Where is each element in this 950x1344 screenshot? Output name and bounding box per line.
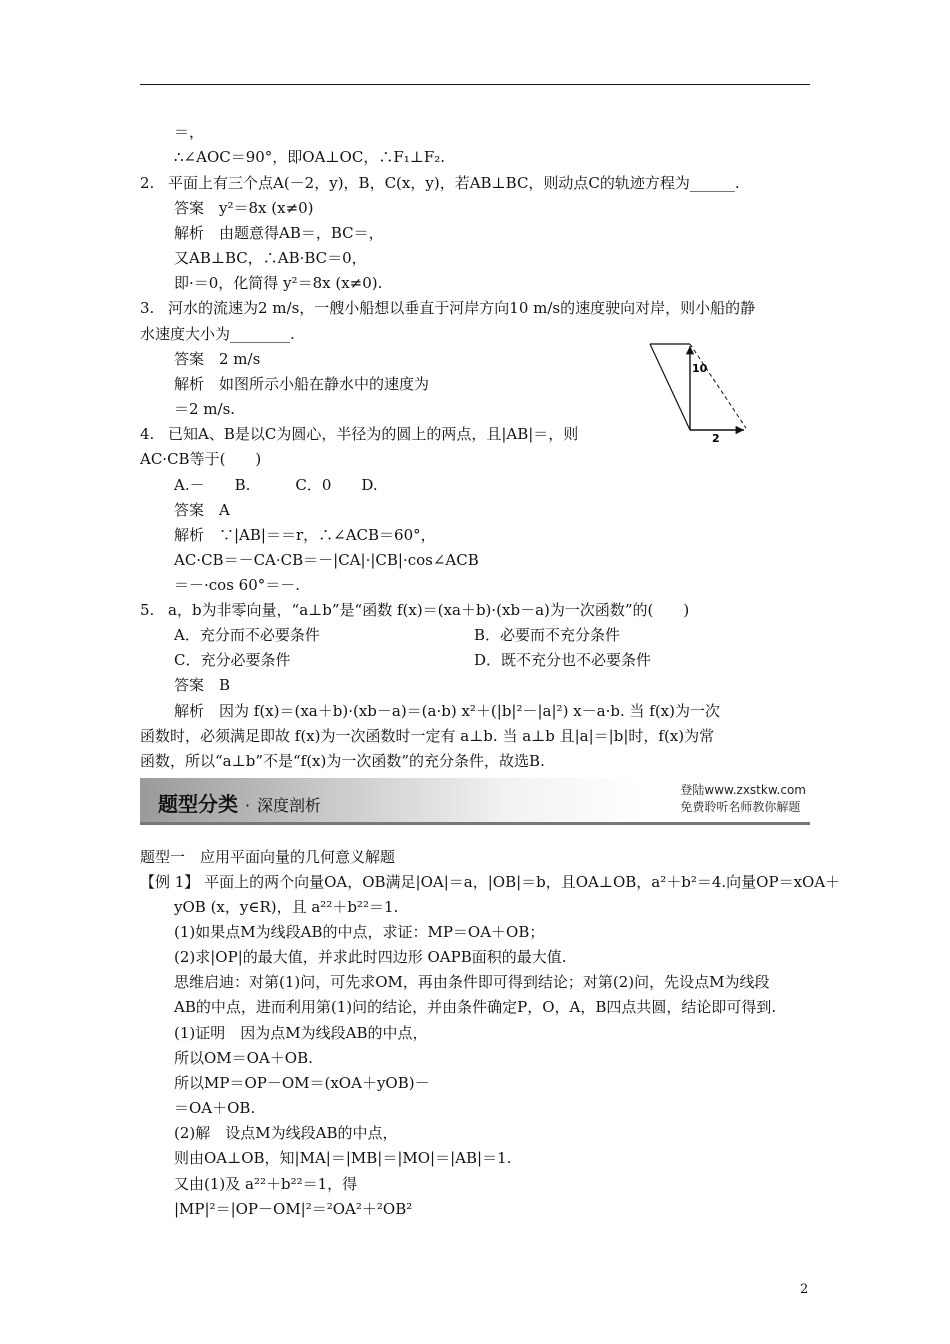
- proof-line: ＝OA＋OB.: [174, 1099, 256, 1117]
- answer-line: 答案 B: [174, 676, 231, 694]
- dashed-diagonal: [690, 344, 746, 428]
- question-5: [140, 598, 689, 622]
- banner-title-main: 题型分类: [158, 792, 238, 816]
- option-c: C．充分必要条件: [174, 651, 291, 669]
- question-number: 5.: [140, 601, 155, 619]
- banner-website-url: 登陆www.zxstkw.com: [680, 783, 806, 797]
- analysis-line: 函数，所以“a⊥b”不是“f(x)为一次函数”的充分条件，故选B.: [140, 752, 545, 770]
- proof-line: 所以MP＝OP－OM＝(xOA＋yOB)－: [174, 1074, 430, 1092]
- hint-line: AB的中点，进而利用第(1)问的结论，并由条件确定P，O，A，B四点共圆，结论即可得到.: [174, 998, 777, 1016]
- banner-subtitle: 深度剖析: [257, 796, 322, 815]
- banner-dot: ·: [244, 796, 251, 815]
- question-4: [140, 422, 578, 446]
- option-b: B．必要而不充分条件: [474, 626, 621, 644]
- proof-line: (2)解 设点M为线段AB的中点，: [174, 1124, 398, 1142]
- answer-line: 答案 A: [174, 501, 230, 519]
- example-text-cont: yOB (x，y∈R)，且 a²²＋b²²＝1.: [174, 898, 399, 916]
- example-part: (1)如果点M为线段AB的中点，求证：MP＝OA＋OB；: [174, 923, 545, 941]
- header-rule: [140, 84, 810, 85]
- text-line: ∴∠AOC＝90°，即OA⊥OC，∴F₁⊥F₂.: [174, 148, 446, 166]
- label-2: 2: [712, 432, 720, 444]
- proof-line: 则由OA⊥OB，知|MA|＝|MB|＝|MO|＝|AB|＝1.: [174, 1149, 512, 1167]
- options-line: A.－ B. C．0 D.: [174, 476, 378, 494]
- example-1: 【例 1】 平面上的两个向量OA，OB满足|OA|＝a，|OB|＝b，且OA⊥OB，a²＋b²＝4.向量OP＝xOA＋: [140, 873, 841, 891]
- label-10: 10: [692, 362, 708, 375]
- question-text: a，b为非零向量，“a⊥b”是“函数 f(x)＝(xa＋b)·(xb－a)为一次函数”的( ): [168, 601, 690, 619]
- analysis-line: 解析 因为 f(x)＝(xa＋b)·(xb－a)＝(a·b) x²＋(|b|²－|a|²) x－a·b. 当 f(x)为一次: [174, 702, 720, 720]
- section-banner: [140, 778, 810, 824]
- question-2: [140, 171, 740, 195]
- analysis-line: ＝2 m/s.: [174, 400, 236, 418]
- answer-line: 答案 2 m/s: [174, 350, 261, 368]
- proof-line: 又由(1)及 a²²＋b²²＝1，得: [174, 1175, 358, 1193]
- proof-line: 所以OM＝OA＋OB.: [174, 1049, 313, 1067]
- question-text-cont: AC·CB等于( ): [140, 450, 262, 468]
- question-text: 已知A、B是以C为圆心，半径为的圆上的两点，且|AB|＝，则: [168, 425, 579, 443]
- question-3: [140, 296, 755, 320]
- resultant-edge: [650, 344, 690, 430]
- page-number: 2: [800, 1282, 809, 1297]
- banner-website-slogan: 免费聆听名师教你解题: [680, 800, 801, 814]
- section-heading: 题型一 应用平面向量的几何意义解题: [140, 848, 396, 866]
- velocity-parallelogram-svg: [640, 338, 758, 444]
- question-text-cont: 水速度大小为________.: [140, 325, 295, 343]
- banner-title: [158, 788, 321, 817]
- question-number: 3.: [140, 299, 155, 317]
- analysis-line: 又AB⊥BC，∴AB·BC＝0，: [174, 249, 367, 267]
- answer-line: 答案 y²＝8x (x≠0): [174, 199, 314, 217]
- analysis-line: 函数时，必须满足即故 f(x)为一次函数时一定有 a⊥b. 当 a⊥b 且|a|＝|b|时，f(x)为常: [140, 727, 715, 745]
- options-line: [174, 623, 621, 647]
- option-a: A．充分而不必要条件: [174, 626, 320, 644]
- question-text: 平面上有三个点A(－2，y)，B，C(x，y)，若AB⊥BC，则动点C的轨迹方程为______.: [168, 174, 740, 192]
- example-part: (2)求|OP|的最大值，并求此时四边形 OAPB面积的最大值.: [174, 948, 567, 966]
- option-d: D．既不充分也不必要条件: [474, 651, 652, 669]
- analysis-line: 解析 ∵|AB|＝＝r，∴∠ACB＝60°，: [174, 526, 436, 544]
- proof-line: |MP|²＝|OP－OM|²＝²OA²＋²OB²: [174, 1200, 413, 1218]
- analysis-line: 解析 如图所示小船在静水中的速度为: [174, 375, 430, 393]
- options-line: [174, 648, 652, 672]
- velocity-diagram: [640, 338, 758, 444]
- proof-line: (1)证明 因为点M为线段AB的中点，: [174, 1024, 428, 1042]
- banner-website: [680, 782, 806, 816]
- hint-line: 思维启迪：对第(1)问，可先求OM，再由条件即可得到结论；对第(2)问，先设点M为线段: [174, 973, 770, 991]
- analysis-line: 即·＝0，化简得 y²＝8x (x≠0).: [174, 274, 383, 292]
- analysis-line: ＝－·cos 60°＝－.: [174, 576, 301, 594]
- question-text: 河水的流速为2 m/s，一艘小船想以垂直于河岸方向10 m/s的速度驶向对岸，则小船的静: [168, 299, 756, 317]
- text-line: ＝，: [174, 123, 205, 141]
- banner-underline: [140, 822, 810, 825]
- analysis-line: 解析 由题意得AB＝，BC＝，: [174, 224, 384, 242]
- question-number: 2.: [140, 174, 155, 192]
- analysis-line: AC·CB＝－CA·CB＝－|CA|·|CB|·cos∠ACB: [174, 551, 479, 569]
- question-number: 4.: [140, 425, 155, 443]
